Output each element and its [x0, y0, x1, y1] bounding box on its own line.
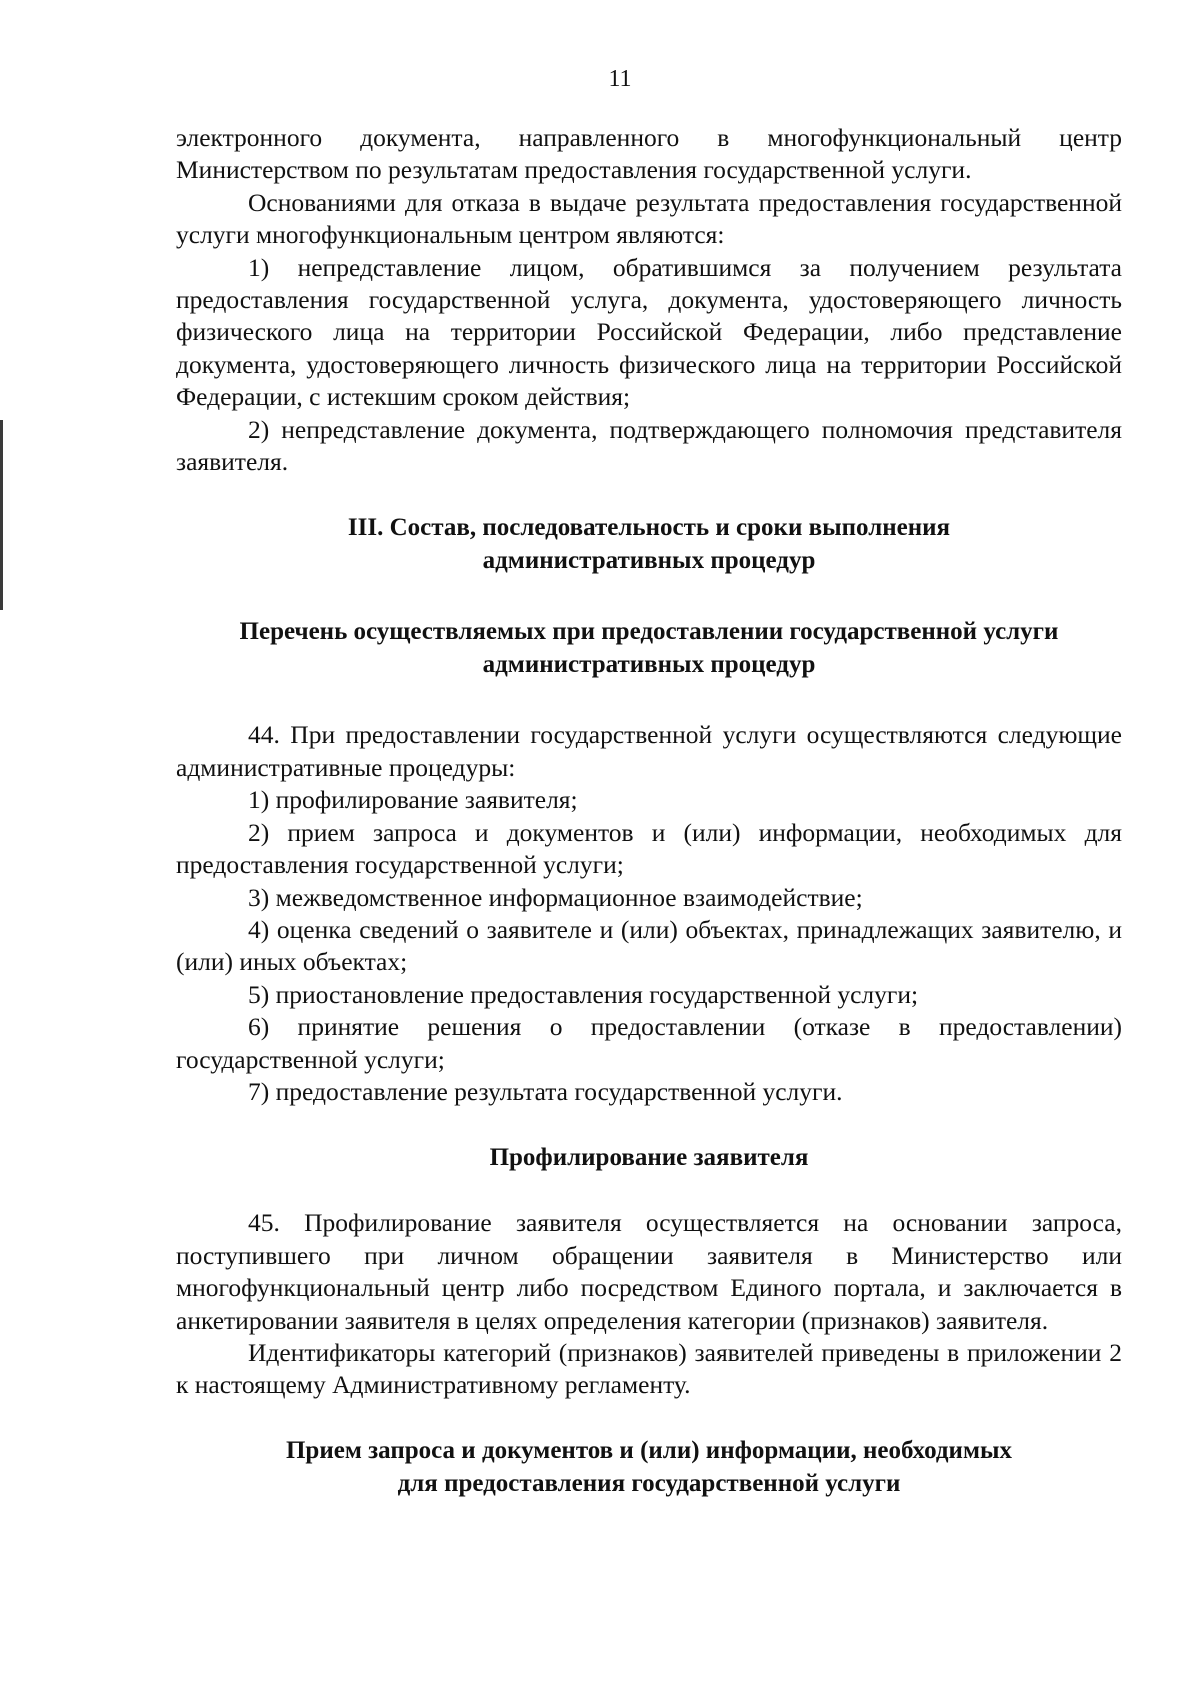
- paragraph: 2) непредставление документа, подтверждающего полномочия представителя заявителя.: [176, 414, 1122, 477]
- paragraph: 7) предоставление результата государственной услуги.: [248, 1076, 843, 1106]
- procedures-list-heading: [176, 615, 1122, 681]
- paragraph: 5) приостановление предоставления государственной услуги;: [248, 979, 919, 1009]
- document-body: [176, 122, 1122, 1500]
- request-heading-line1: Прием запроса и документов и (или) информации, необходимых: [285, 1436, 1012, 1464]
- procedures-list-heading-line2: административных процедур: [482, 651, 816, 679]
- profiling-heading: Профилирование заявителя: [489, 1144, 809, 1172]
- paragraph: 1) профилирование заявителя;: [248, 785, 578, 815]
- profiling-paragraphs: [176, 1207, 1122, 1401]
- section-heading-line1: III. Состав, последовательность и сроки выполнения: [347, 514, 951, 542]
- paragraph: 4) оценка сведений о заявителе и (или) объектах, принадлежащих заявителю, и (или) иных объектах;: [176, 914, 1122, 977]
- section-heading-line2: административных процедур: [482, 547, 816, 575]
- paragraph: Основаниями для отказа в выдаче результата предоставления государственной услуги многофункциональным центром являются:: [176, 187, 1122, 250]
- paragraph: 45. Профилирование заявителя осуществляется на основании запроса, поступившего при личном обращении заявителя в Министерство или многофункциональный центр либо посредством Единого портала, и заключается в анкетировании заявителя в целях определения категории (признаков) заявителя.: [176, 1208, 1122, 1335]
- request-heading: [176, 1434, 1122, 1500]
- procedures-list-heading-line1: Перечень осуществляемых при предоставлении государственной услуги: [239, 618, 1059, 646]
- request-heading-line2: для предоставления государственной услуги: [397, 1469, 901, 1497]
- paragraph: 44. При предоставлении государственной услуги осуществляются следующие административные процедуры:: [176, 720, 1122, 782]
- page-number: 11: [608, 66, 632, 92]
- paragraph: 6) принятие решения о предоставлении (отказе в предоставлении) государственной услуги;: [176, 1012, 1122, 1074]
- paragraph: 2) прием запроса и документов и (или) информации, необходимых для предоставления государственной услуги;: [176, 817, 1122, 880]
- paragraph: Идентификаторы категорий (признаков) заявителей приведены в приложении 2 к настоящему Административному регламенту.: [176, 1337, 1122, 1400]
- paragraph: 3) межведомственное информационное взаимодействие;: [248, 882, 863, 912]
- intro-paragraphs: [176, 122, 1122, 478]
- scan-edge-mark: [0, 420, 3, 610]
- procedures-paragraphs: [176, 719, 1122, 1108]
- section-heading: [176, 511, 1122, 577]
- paragraph: 1) непредставление лицом, обратившимся за получением результата предоставления государственной услуга, документа, удостоверяющего личность физического лица на территории Российской Федерации, либо представление документа, удостоверяющего личность физического лица на территории Российской Федерации, с истекшим сроком действия;: [176, 252, 1122, 412]
- paragraph: электронного документа, направленного в многофункциональный центр Министерством по результатам предоставления государственной услуги.: [176, 123, 1122, 185]
